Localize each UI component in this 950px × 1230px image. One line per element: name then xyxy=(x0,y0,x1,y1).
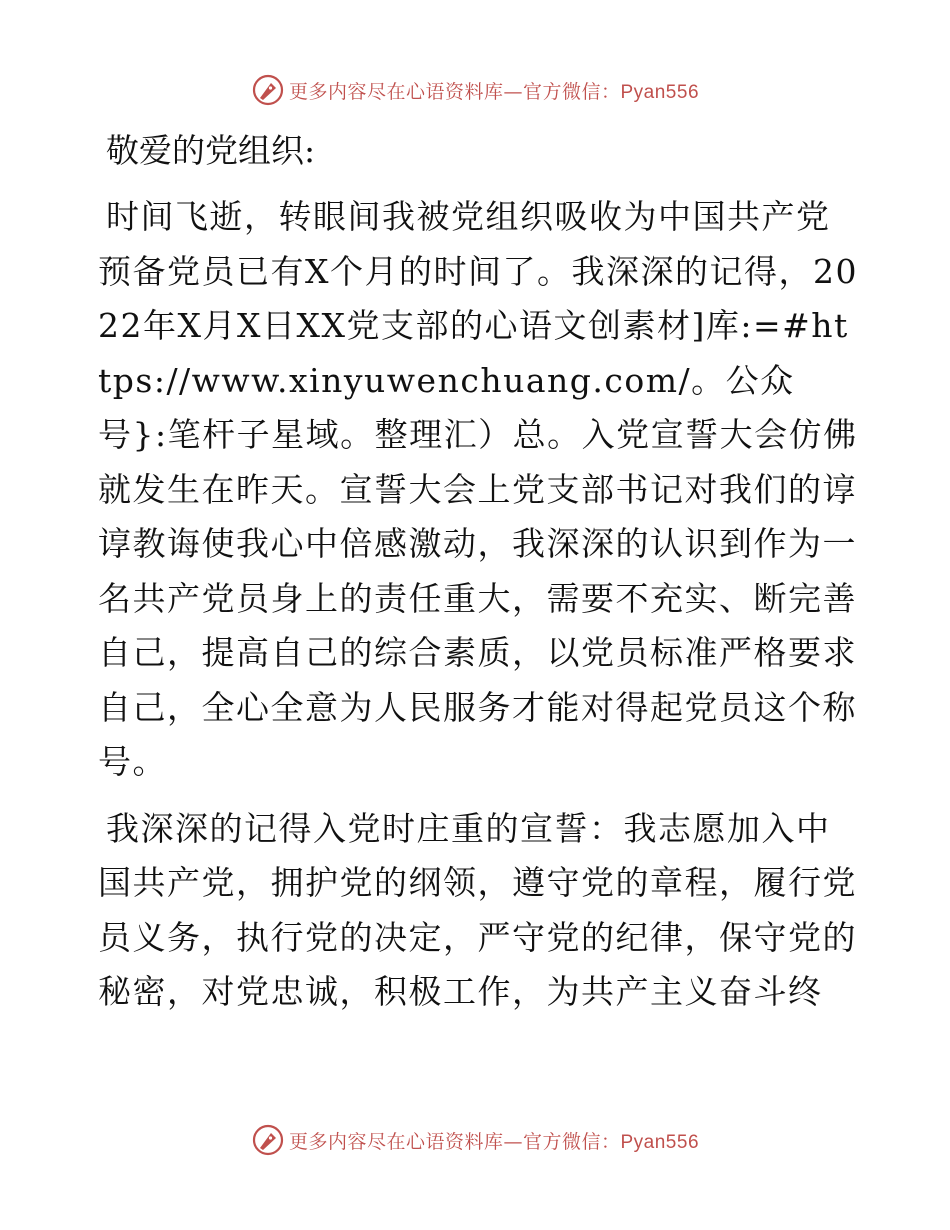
header-banner xyxy=(0,70,950,110)
footer-banner xyxy=(0,1120,950,1160)
footer-wechat-id: Pyan556 xyxy=(620,1131,700,1153)
paragraph-2: 我深深的记得入党时庄重的宣誓：我志愿加入中国共产党，拥护党的纲领，遵守党的章程，履行党员义务，执行党的决定，严守党的纪律，保守党的秘密，对党忠诚，积极工作，为共产主义奋斗终 xyxy=(98,808,857,1011)
header-banner-text: 更多内容尽在心语资料库—官方微信：Pyan556 xyxy=(288,80,700,103)
footer-banner-text: 更多内容尽在心语资料库—官方微信：Pyan556 xyxy=(288,1130,700,1153)
pen-nib-logo-icon xyxy=(251,1123,285,1157)
salutation: 敬爱的党组织: xyxy=(106,131,316,170)
letter-body xyxy=(98,124,858,1032)
pen-nib-logo-icon xyxy=(251,73,285,107)
header-wechat-id: Pyan556 xyxy=(620,81,700,103)
paragraph-1: 时间飞逝，转眼间我被党组织吸收为中国共产党预备党员已有X个月的时间了。我深深的记得，2022年X月X日XX党支部的心语文创素材]库:=#https://www.xinyuwenchuang.com/。公众号}:笔杆子星域。整理汇）总。入党宣誓大会仿佛就发生在昨天。宣誓大会上党支部书记对我们的谆谆教诲使我心中倍感激动，我深深的认识到作为一名共产党员身上的责任重大，需要不充实、断完善自己，提高自己的综合素质，以党员标准严格要求自己，全心全意为人民服务才能对得起党员这个称号。 xyxy=(98,197,858,781)
